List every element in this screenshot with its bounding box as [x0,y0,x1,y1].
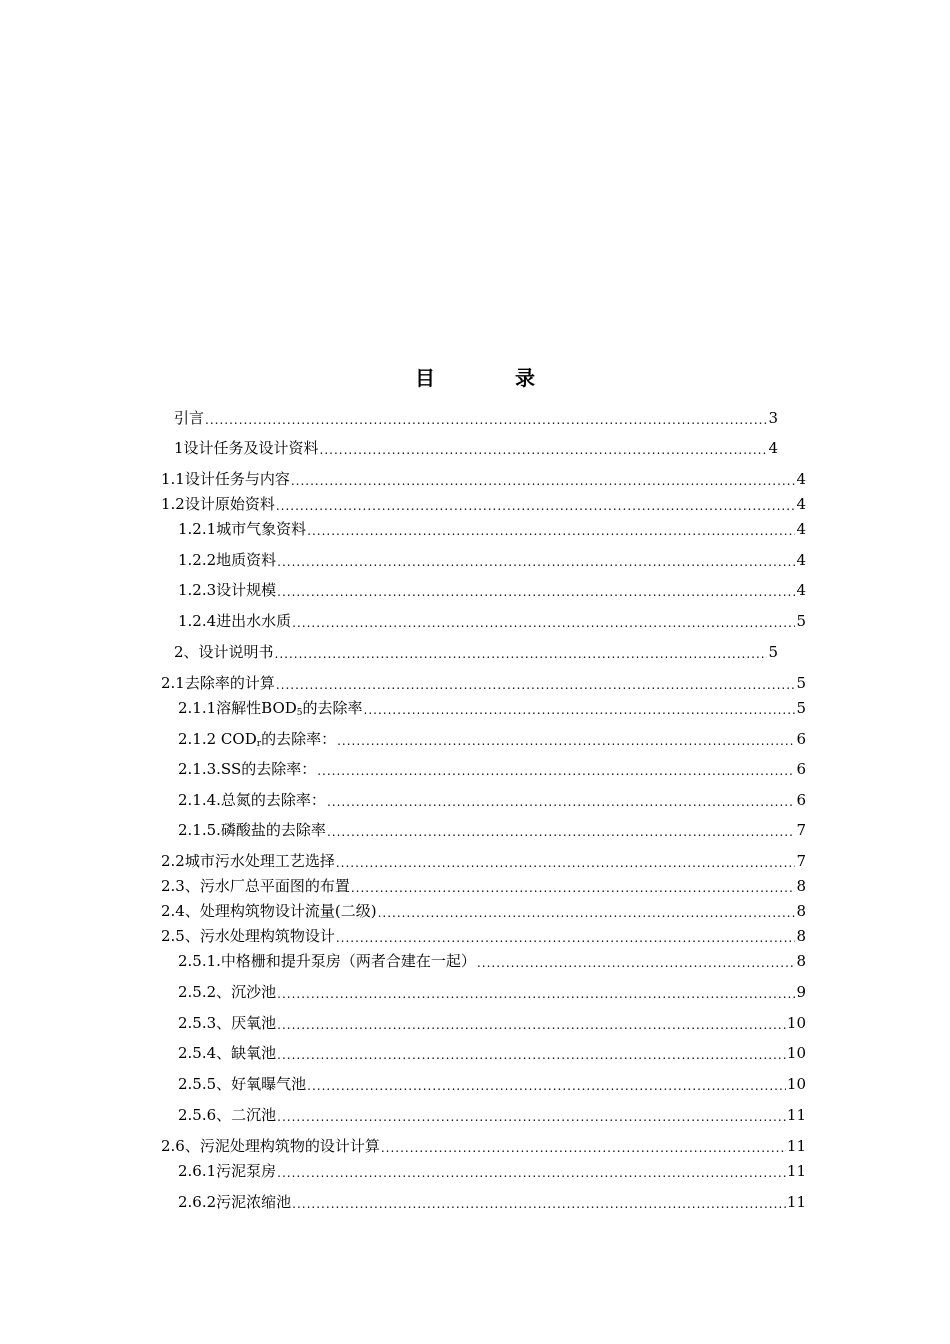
toc-entry-page: 10 [786,1014,806,1032]
toc-entry-label: 2.5.2、沉沙池 [178,983,277,1001]
toc-entry[interactable] [178,1192,806,1212]
toc-entry[interactable] [178,1161,806,1181]
toc-entry[interactable] [178,982,806,1002]
toc-entry-label: 2.5.4、缺氧池 [178,1044,277,1062]
toc-entry-page: 4 [796,470,806,488]
toc-entry-label: 2.6.2污泥浓缩池 [178,1193,292,1211]
toc-entry-page: 6 [796,760,806,778]
dot-leader [364,698,796,718]
toc-entry[interactable] [178,611,806,631]
dot-leader [292,1192,786,1212]
toc-entry-label: 1.1设计任务与内容 [161,470,290,488]
dot-leader [276,494,796,514]
toc-entry-label-main: 2.1.1溶解性BOD [178,699,297,717]
toc-entry-page: 7 [796,852,806,870]
toc-entry-label: 2.1.3.SS的去除率： [178,760,317,778]
toc-entry[interactable] [178,1013,806,1033]
dot-leader [378,901,796,921]
toc-entry-label: 2.3、污水厂总平面图的布置 [161,877,350,895]
toc-entry[interactable] [178,1105,806,1125]
dot-leader [477,951,796,971]
toc-entry-page: 5 [796,612,806,630]
dot-leader [327,820,796,840]
toc-entry-label: 2.2城市污水处理工艺选择 [161,852,335,870]
toc-entry-page: 6 [796,791,806,809]
toc-entry-page: 4 [796,551,806,569]
dot-leader [277,1043,786,1063]
toc-entry-page: 5 [796,674,806,692]
dot-leader [275,642,768,662]
dot-leader [317,759,795,779]
toc-entry[interactable] [178,1043,806,1063]
toc-entry-label: 2、设计说明书 [174,643,274,661]
dot-leader [277,550,795,570]
toc-entry-label: 1.2.3设计规模 [178,581,277,599]
toc-entry-page: 4 [796,495,806,513]
dot-leader [291,469,796,489]
toc-entry-page: 9 [796,983,806,1001]
dot-leader [277,1161,786,1181]
dot-leader [381,1136,786,1156]
toc-entry-label [178,729,336,749]
toc-entry-label: 引言 [174,409,205,427]
toc-entry-label-tail: 的去除率 [302,699,363,717]
toc-entry-page: 11 [786,1137,806,1155]
toc-entry[interactable] [178,790,806,810]
toc-entry-label: 1设计任务及设计资料 [174,439,319,457]
dot-leader [277,1013,786,1033]
toc-title [0,362,950,391]
dot-leader [351,876,796,896]
toc-entry-page: 8 [796,877,806,895]
toc-entry[interactable] [161,1136,806,1156]
dot-leader [307,1074,786,1094]
dot-leader [277,982,795,1002]
dot-leader [307,519,795,539]
toc-entry-label: 2.1去除率的计算 [161,674,275,692]
toc-entry[interactable] [174,408,778,428]
dot-leader [277,580,795,600]
toc-entry-page: 10 [786,1044,806,1062]
toc-entry-page: 4 [768,439,778,457]
toc-entry-label-main: 2.1.2 COD [178,730,257,748]
toc-entry[interactable] [178,759,806,779]
toc-entry-label-tail: 的去除率： [261,730,337,748]
toc-entry-page: 11 [786,1162,806,1180]
toc-entry-page: 5 [796,699,806,717]
toc-entry[interactable] [174,438,778,458]
toc-entry[interactable] [161,901,806,921]
toc-entry[interactable] [161,851,806,871]
toc-entry-label: 2.5.1.中格栅和提升泵房（两者合建在一起） [178,952,476,970]
toc-entry-page: 3 [768,409,778,427]
toc-entry-label: 1.2.2地质资料 [178,551,277,569]
toc-entry[interactable] [174,642,778,662]
toc-entry[interactable] [178,698,806,718]
toc-entry[interactable] [178,550,806,570]
toc-entry[interactable] [178,1074,806,1094]
toc-entry[interactable] [161,926,806,946]
dot-leader [205,408,767,428]
toc-entry-label: 2.4、处理构筑物设计流量(二级) [161,902,377,920]
toc-entry-page: 11 [786,1193,806,1211]
toc-entry-page: 4 [796,520,806,538]
toc-entry-page: 4 [796,581,806,599]
toc-entry-page: 11 [786,1106,806,1124]
toc-entry[interactable] [161,673,806,693]
toc-entry[interactable] [178,820,806,840]
toc-title-left: 目 [415,366,435,390]
toc-entry[interactable] [178,729,806,749]
toc-entry[interactable] [178,519,806,539]
toc-entry-page: 5 [768,643,778,661]
toc-entry[interactable] [178,580,806,600]
dot-leader [337,729,795,749]
toc-entry-page: 7 [796,821,806,839]
toc-entry[interactable] [161,876,806,896]
toc-entry-label: 2.5.6、二沉池 [178,1106,277,1124]
toc-entry-label: 2.1.5.磷酸盐的去除率 [178,821,326,839]
dot-leader [320,438,768,458]
toc-entry-page: 8 [796,927,806,945]
toc-entry-label: 2.5.5、好氧曝气池 [178,1075,307,1093]
toc-entry-label: 1.2设计原始资料 [161,495,275,513]
subscript: r [256,739,262,749]
toc-entry-page: 10 [786,1075,806,1093]
toc-entry[interactable] [161,469,806,489]
toc-entry[interactable] [178,951,806,971]
dot-leader [336,926,796,946]
toc-entry-page: 8 [796,902,806,920]
toc-entry-label: 1.2.4进出水水质 [178,612,292,630]
toc-title-right: 录 [515,366,535,390]
dot-leader [327,790,796,810]
toc-entry-label: 2.6.1污泥泵房 [178,1162,277,1180]
toc-entry-label: 2.6、污泥处理构筑物的设计计算 [161,1137,380,1155]
dot-leader [276,673,796,693]
subscript: 5 [296,708,303,718]
dot-leader [292,611,795,631]
toc-entry[interactable] [161,494,806,514]
dot-leader [336,851,796,871]
toc-entry-label: 2.1.4.总氮的去除率： [178,791,326,809]
toc-entry-label: 1.2.1城市气象资料 [178,520,307,538]
toc-entry-label: 2.5.3、厌氧池 [178,1014,277,1032]
toc-entry-page: 6 [796,730,806,748]
toc-entry-label: 2.5、污水处理构筑物设计 [161,927,335,945]
toc-entry-label [178,698,363,718]
dot-leader [277,1105,786,1125]
toc-entry-page: 8 [796,952,806,970]
